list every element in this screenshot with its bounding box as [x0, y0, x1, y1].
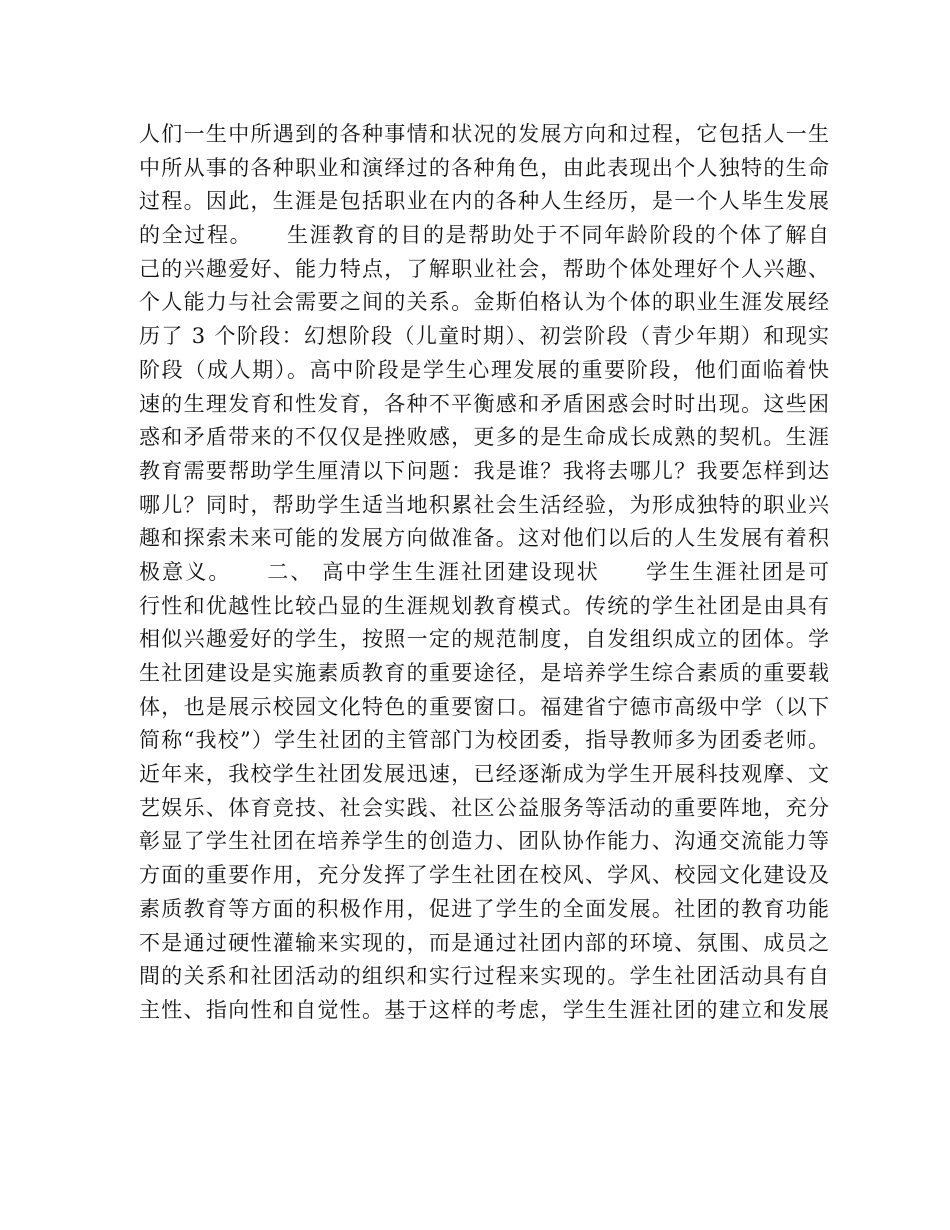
text-line: 惑和矛盾带来的不仅仅是挫败感，更多的是生命成长成熟的契机。生涯 [139, 425, 831, 450]
text-line: 中所从事的各种职业和演绎过的各种角色，由此表现出个人独特的生命 [139, 155, 831, 180]
text-line: 己的兴趣爱好、能力特点，了解职业社会，帮助个体处理好个人兴趣、 [139, 256, 831, 281]
text-line: 近年来，我校学生社团发展迅速，已经逐渐成为学生开展科技观摩、文 [139, 762, 831, 787]
text-line: 主性、指向性和自觉性。基于这样的考虑，学生生涯社团的建立和发展 [139, 997, 831, 1022]
text-line: 个人能力与社会需要之间的关系。金斯伯格认为个体的职业生涯发展经 [139, 290, 831, 315]
text-line: 体，也是展示校园文化特色的重要窗口。福建省宁德市高级中学（以下 [139, 694, 831, 719]
text-line: 的全过程。 生涯教育的目的是帮助处于不同年龄阶段的个体了解自 [139, 223, 831, 248]
body-text [139, 118, 832, 1028]
text-line: 生社团建设是实施素质教育的重要途径，是培养学生综合素质的重要载 [139, 661, 831, 685]
text-line: 艺娱乐、体育竞技、社会实践、社区公益服务等活动的重要阵地，充分 [139, 795, 831, 820]
text-line: 历了 3 个阶段：幻想阶段（儿童时期）、初尝阶段（青少年期）和现实 [139, 324, 831, 349]
text-line: 相似兴趣爱好的学生，按照一定的规范制度，自发组织成立的团体。学 [139, 627, 831, 652]
text-line: 方面的重要作用，充分发挥了学生社团在校风、学风、校园文化建设及 [139, 863, 831, 888]
text-line: 彰显了学生社团在培养学生的创造力、团队协作能力、沟通交流能力等 [139, 829, 831, 854]
text-line: 哪儿？同时，帮助学生适当地积累社会生活经验，为形成独特的职业兴 [139, 492, 831, 517]
text-line: 教育需要帮助学生厘清以下问题：我是谁？我将去哪儿？我要怎样到达 [139, 458, 831, 483]
text-line: 阶段（成人期）。高中阶段是学生心理发展的重要阶段，他们面临着快 [139, 357, 831, 382]
text-line: 行性和优越性比较凸显的生涯规划教育模式。传统的学生社团是由具有 [139, 593, 831, 618]
text-line: 不是通过硬性灌输来实现的，而是通过社团内部的环境、氛围、成员之 [139, 930, 831, 955]
text-line: 极意义。 二、 高中学生生涯社团建设现状 学生生涯社团是可 [139, 559, 832, 584]
text-line: 人们一生中所遇到的各种事情和状况的发展方向和过程，它包括人一生 [139, 122, 831, 146]
text-line: 简称“我校”）学生社团的主管部门为校团委，指导教师多为团委老师。 [139, 728, 831, 753]
text-line: 間的关系和社团活动的组织和实行过程来实现的。学生社团活动具有自 [139, 964, 831, 989]
text-line: 过程。因此，生涯是包括职业在内的各种人生经历，是一个人毕生发展 [139, 189, 831, 214]
text-line: 速的生理发育和性发育，各种不平衡感和矛盾困惑会时时出现。这些困 [139, 391, 831, 416]
text-line: 趣和探索未来可能的发展方向做准备。这对他们以后的人生发展有着积 [139, 526, 831, 551]
text-line: 素质教育等方面的积极作用，促进了学生的全面发展。社团的教育功能 [139, 896, 831, 921]
